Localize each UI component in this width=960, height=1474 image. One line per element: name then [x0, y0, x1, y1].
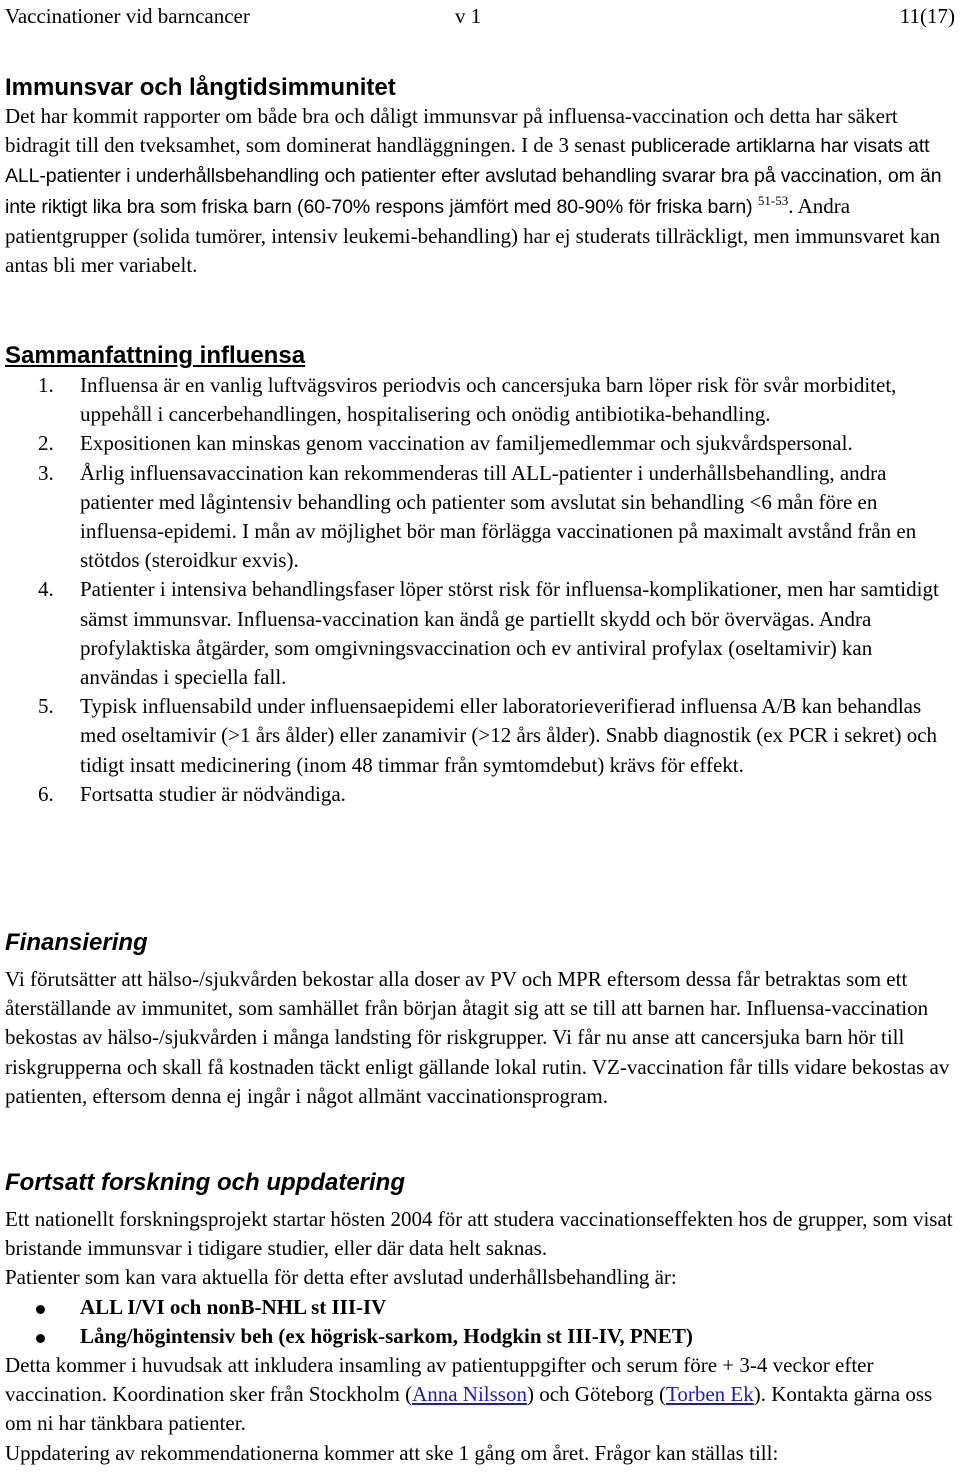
- reference-superscript: 51-53: [757, 192, 789, 208]
- section-finansiering: [5, 928, 955, 1111]
- list-item: [5, 575, 955, 692]
- section-forskning: [5, 1168, 955, 1468]
- list-number: 3.: [38, 460, 54, 485]
- heading-sammanfattning: Sammanfattning influensa: [5, 342, 306, 369]
- page-header: [5, 2, 955, 28]
- list-text: Expositionen kan minskas genom vaccination av familjemedlemmar och sjukvårdspersonal.: [80, 431, 853, 456]
- link-torben-ek[interactable]: Torben Ek: [665, 1382, 754, 1407]
- bullet-text: ALL I/VI och nonB-NHL st III-IV: [80, 1294, 387, 1319]
- list-text: Fortsatta studier är nödvändiga.: [80, 781, 346, 806]
- header-version: v 1: [455, 4, 482, 28]
- list-text: Årlig influensavaccination kan rekommenderas till ALL-patienter i underhållsbehandling, andra patienter med lågintensiv behandling och patienter som avslutat sin behandling <6 mån före en influensa-epidemi. I mån av möjlighet bör man förlägga vaccinationen på maximalt avstånd från en stötdos (steroidkur exvis).: [80, 460, 917, 573]
- link-anna-nilsson[interactable]: Anna Nilsson: [412, 1382, 527, 1407]
- list-item: [5, 371, 955, 429]
- list-number: 6.: [38, 781, 54, 806]
- section-immunsvar: [5, 73, 955, 280]
- forskning-text-3a: Detta kommer i huvudsak att inkludera insamling av patientuppgifter och serum före + 3-4 veckor efter vaccination. Koordination sker från Stockholm (: [5, 1353, 874, 1407]
- section-sammanfattning: [5, 341, 955, 809]
- list-item: [5, 780, 955, 809]
- heading-finansiering: Finansiering: [5, 929, 148, 956]
- heading-immunsvar: Immunsvar och långtidsimmunitet: [5, 74, 396, 101]
- list-item: [5, 459, 955, 576]
- list-item: [5, 1322, 955, 1351]
- list-number: 4.: [38, 577, 54, 602]
- paragraph-forskning-3: [5, 1351, 955, 1439]
- heading-forskning: Fortsatt forskning och uppdatering: [5, 1169, 405, 1196]
- paragraph-forskning-4: Uppdatering av rekommendationerna kommer att ske 1 gång om året. Frågor kan ställas till:: [5, 1440, 779, 1465]
- immunsvar-text-a: Det har kommit rapporter om både bra och dåligt immunsvar på influensa-vaccination och detta har säkert bidragit till den tveksamhet, som dominerat handläggningen. I de 3 senast: [5, 104, 898, 158]
- immunsvar-text-c: . Andra patientgrupper (solida tumörer, intensiv leukemi-behandling) har ej studerats tillräckligt, men immunsvaret kan antas bli mer variabelt.: [5, 193, 941, 278]
- bullet-icon: [36, 1334, 45, 1343]
- header-page-number: 11(17): [899, 4, 955, 28]
- list-text: Patienter i intensiva behandlingsfaser löper störst risk för influensa-komplikationer, men har samtidigt sämst immunsvar. Influensa-vaccination kan ändå ge partiellt skydd och bör övervägas. Andra profylaktiska åtgärder, som omgivningsvaccination och ev antiviral profylax (oseltamivir) kan användas i speciella fall.: [80, 577, 939, 690]
- list-number: 5.: [38, 694, 54, 719]
- immunsvar-text-b: publicerade artiklarna har visats att ALL-patienter i underhållsbehandling och patienter efter avslutad behandling svarar bra på vaccination, om än inte riktigt lika bra som friska barn (60-70% respons jämfört med 80-90% för friska barn): [5, 135, 942, 218]
- list-text: Typisk influensabild under influensaepidemi eller laboratorieverifierad influensa A/B kan behandlas med oseltamivir (>1 års ålder) eller zanamivir (>12 års ålder). Snabb diagnostik (ex PCR i sekret) och tidigt insatt medicinering (inom 48 timmar från symtomdebut) krävs för effekt.: [80, 694, 938, 777]
- bullet-text: Lång/högintensiv beh (ex högrisk-sarkom, Hodgkin st III-IV, PNET): [80, 1323, 693, 1348]
- header-title: Vaccinationer vid barncancer: [5, 4, 250, 28]
- summary-list: [5, 371, 955, 809]
- paragraph-finansiering: Vi förutsätter att hälso-/sjukvården bekostar alla doser av PV och MPR eftersom dessa får betraktas som ett återställande av immunitet, som samhället från början åtagit sig att se till att barnen har. Influensa-vaccination bekostas av hälso-/sjukvården i många landsting för riskgrupper. Vi får nu anse att cancersjuka barn hör till riskgrupperna och skall få kostnaden täckt enligt gällande lokal rutin. VZ-vaccination får tills vidare bekostas av patienten, eftersom denna ej ingår i något allmänt vaccinationsprogram.: [5, 967, 950, 1108]
- paragraph-forskning-1: Ett nationellt forskningsprojekt startar hösten 2004 för att studera vaccinationseffekten hos de grupper, som visat bristande immunsvar i tidigare studier, eller där data helt saknas.: [5, 1207, 953, 1261]
- paragraph-forskning-2: Patienter som kan vara aktuella för detta efter avslutad underhållsbehandling är:: [5, 1265, 677, 1290]
- list-item: [5, 429, 955, 458]
- bullet-icon: [36, 1305, 45, 1314]
- patient-group-list: [5, 1293, 955, 1351]
- list-number: 1.: [38, 373, 54, 397]
- forskning-text-3b: ) och Göteborg (: [526, 1382, 666, 1407]
- list-item: [5, 1293, 955, 1322]
- list-item: [5, 692, 955, 780]
- list-text: Influensa är en vanlig luftvägsviros periodvis och cancersjuka barn löper risk för svår morbiditet, uppehåll i cancerbehandlingen, hospitalisering och onödig antibiotika-behandling.: [80, 373, 897, 427]
- paragraph-immunsvar: [5, 102, 955, 280]
- list-number: 2.: [38, 431, 54, 456]
- forskning-text-3c: ). Kontakta gärna oss om ni har tänkbara patienter.: [5, 1382, 933, 1436]
